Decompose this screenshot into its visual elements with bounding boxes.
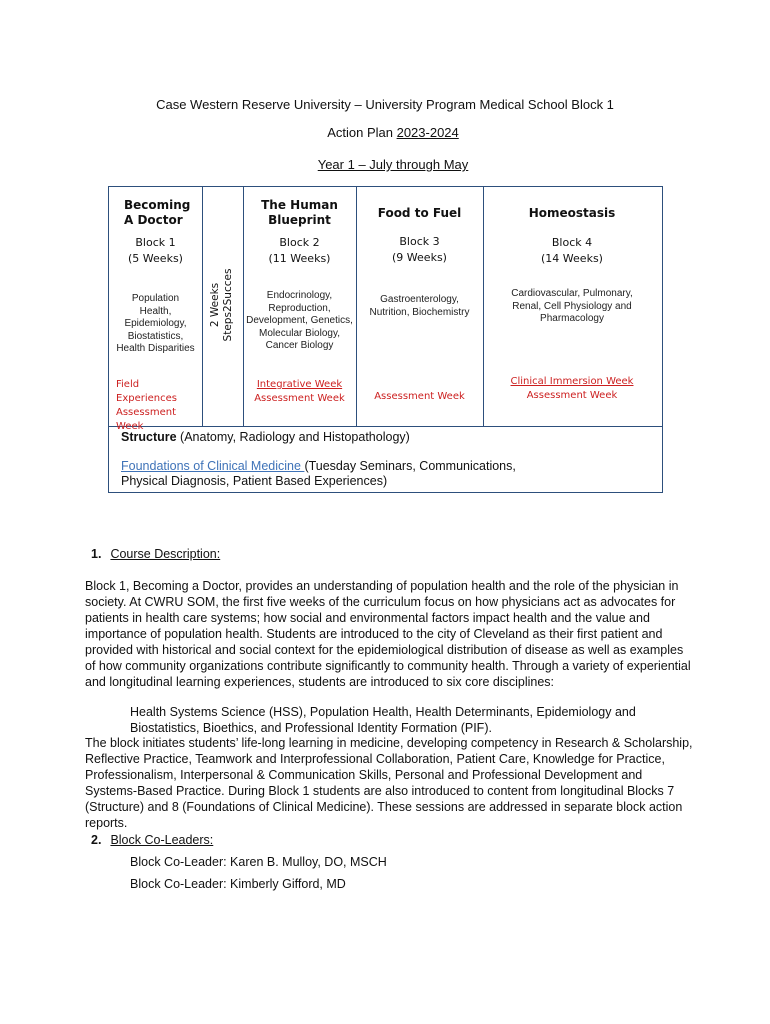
section1-paragraph2: The block initiates students’ life-long learning in medicine, developing competency in Research & Scholarship, Reflective Practice, Teamwork and Interprofessional Collaboration, Patient Care, Knowledge for Practice, Professionalism, Interpersonal & Communication Skills, Personal and Professional Development and Systems-Based Practice. During Block 1 students are also introduced to content from longitudinal Blocks 7 (Structure) and 8 (Foundations of Clinical Medicine). These sessions are addressed in separate block action reports. — [85, 736, 693, 830]
block3-duration: Block 3 (9 Weeks) — [392, 235, 447, 264]
block4-topics: Cardiovascular, Pulmonary, Renal, Cell Physiology and Pharmacology — [511, 288, 633, 324]
block4-events: Clinical Immersion Week Assessment Week — [510, 376, 634, 401]
section1-disciplines: Health Systems Science (HSS), Population Health, Health Determinants, Epidemiology and Biostatistics, Bioethics, and Professional Identity Formation (PIF). — [130, 705, 636, 735]
block1-topics: Population Health, Epidemiology, Biostatistics, Health Disparities — [116, 293, 195, 354]
block3-name: Food to Fuel — [377, 206, 462, 220]
foundations-row: Foundations of Clinical Medicine (Tuesday Seminars, Communications, Physical Diagnosis, Patient Based Experiences) — [121, 459, 516, 488]
block2-events: Integrative Week Assessment Week — [254, 379, 345, 404]
block4-column — [483, 187, 661, 427]
document-title: Case Western Reserve University – University Program Medical School Block 1 — [156, 97, 614, 112]
block2-name: The Human Blueprint — [261, 198, 338, 227]
steps-column — [202, 187, 243, 427]
block3-column — [356, 187, 483, 427]
co-leader-1: Block Co-Leader: Karen B. Mulloy, DO, MSCH — [130, 855, 387, 869]
block2-topics: Endocrinology, Reproduction, Development, Genetics, Molecular Biology, Cancer Biology — [246, 290, 353, 351]
foundations-link[interactable]: Foundations of Clinical Medicine — [121, 459, 305, 473]
block1-column — [109, 187, 202, 432]
block4-name: Homeostasis — [528, 206, 616, 220]
year-range: Year 1 – July through May — [317, 157, 469, 172]
block2-column — [243, 187, 356, 427]
action-plan-line: Action Plan 2023-2024 — [327, 125, 459, 140]
block1-name: Becoming A Doctor — [124, 198, 191, 227]
structure-row: Structure (Anatomy, Radiology and Histopathology) — [121, 430, 410, 444]
block3-topics: Gastroenterology, Nutrition, Biochemistry — [369, 294, 470, 318]
action-plan-year: 2023-2024 — [396, 125, 459, 140]
curriculum-table — [108, 186, 663, 493]
block4-duration: Block 4 (14 Weeks) — [541, 236, 603, 265]
structure-label: Structure — [121, 430, 177, 444]
steps-label: 2 Weeks Steps2Succes — [209, 268, 234, 342]
block1-events: Field Experiences Assessment Week — [116, 379, 177, 432]
block2-duration: Block 2 (11 Weeks) — [268, 236, 331, 265]
section1-paragraph1: Block 1, Becoming a Doctor, provides an understanding of population health and the role of the physician in society. At CWRU SOM, the first five weeks of the curriculum focus on how physicians act as advocates for patients in health care systems; how social and environmental factors impact health and the value and importance of population health. Students are introduced to the city of Cleveland as their first patient and provided with historical and social context for the epidemiological distribution of disease as well as examples of how community organizations contribute significantly to community health. Through a variety of experiential and longitudinal learning experiences, students are introduced to six core disciplines: — [85, 579, 691, 689]
section2-heading: 2. Block Co-Leaders: — [91, 833, 214, 847]
block1-duration: Block 1 (5 Weeks) — [128, 236, 183, 265]
co-leader-2: Block Co-Leader: Kimberly Gifford, MD — [130, 877, 346, 891]
section1-heading: 1. Course Description: — [91, 547, 221, 561]
block3-events: Assessment Week — [374, 391, 465, 402]
